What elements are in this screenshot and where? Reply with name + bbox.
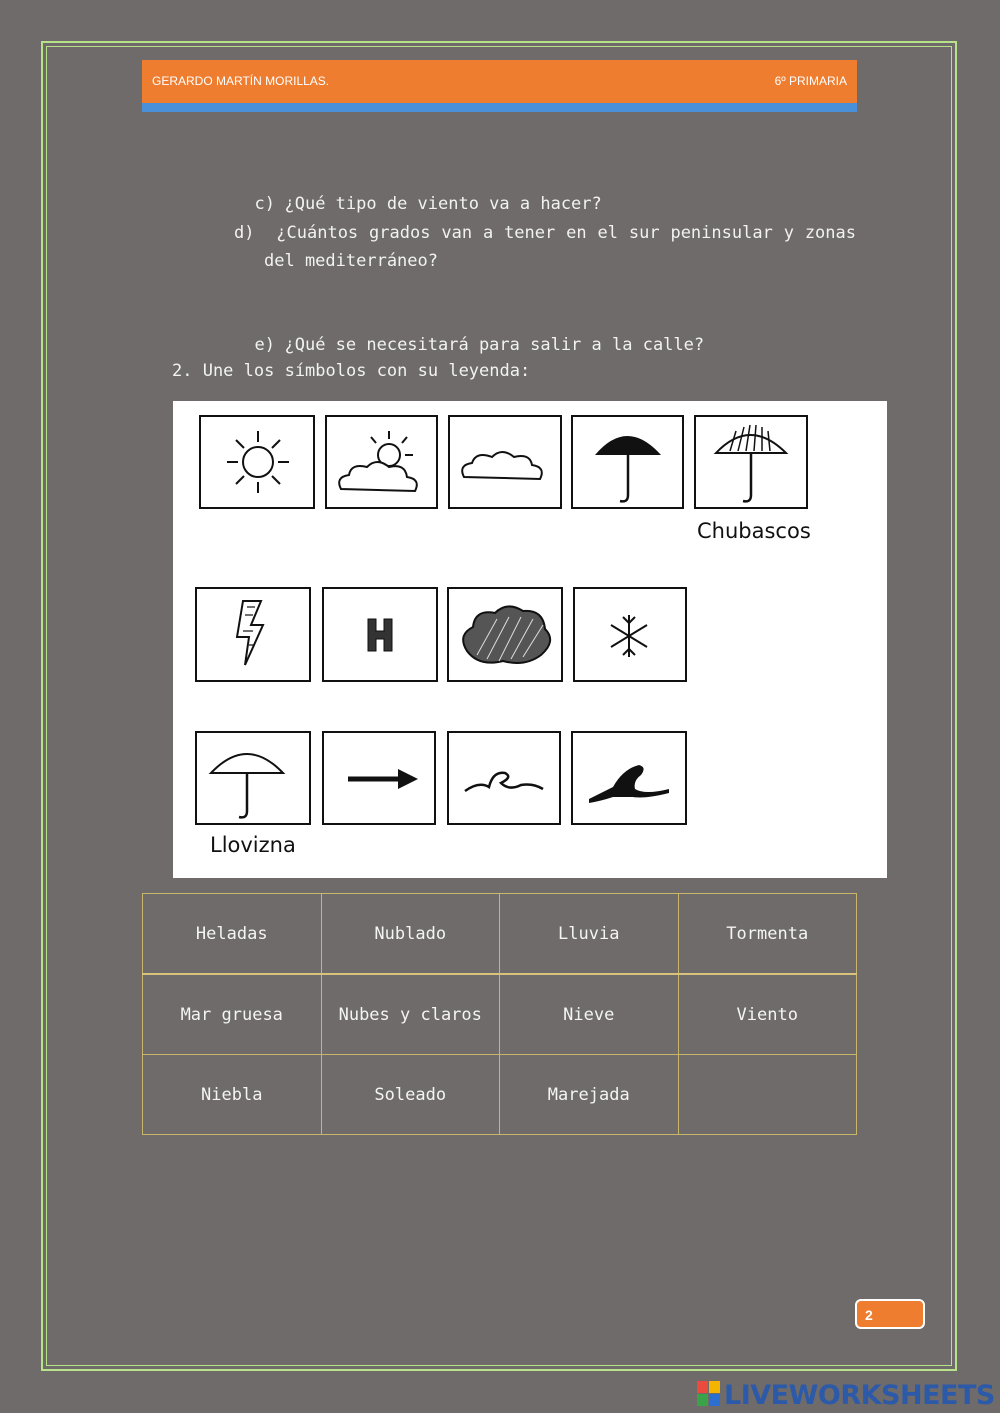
question-c-label: c) xyxy=(254,194,275,214)
legend-cell: Heladas xyxy=(143,894,322,975)
cloud-icon xyxy=(450,417,560,507)
question-d-label: d) xyxy=(234,223,255,243)
page-header xyxy=(142,60,857,103)
cloud-symbol-tile xyxy=(448,415,562,509)
frost-h-icon xyxy=(324,589,436,680)
weather-symbols-image xyxy=(173,401,887,878)
rough-sea-symbol-tile xyxy=(571,731,687,825)
legend-cell: Niebla xyxy=(143,1055,322,1135)
cloud-sun-icon xyxy=(327,417,436,507)
question-e xyxy=(234,303,704,359)
cloud-sun-symbol-tile xyxy=(325,415,438,509)
showers-umbrella-symbol-tile xyxy=(694,415,808,509)
legend-cell: Nublado xyxy=(321,894,500,975)
exercise-2-title: 2. Une los símbolos con su leyenda: xyxy=(172,361,531,381)
wind-symbol-tile xyxy=(322,731,436,825)
question-c xyxy=(234,162,602,218)
legend-cell: Viento xyxy=(678,974,857,1055)
liveworksheets-watermark[interactable]: LIVEWORKSHEETS xyxy=(724,1380,995,1411)
legend-cell: Lluvia xyxy=(500,894,679,975)
umbrella-outline-icon xyxy=(197,733,309,823)
legend-cell: Tormenta xyxy=(678,894,857,975)
legend-cell: Nieve xyxy=(500,974,679,1055)
legend-cell: Mar gruesa xyxy=(143,974,322,1055)
header-author: GERARDO MARTÍN MORILLAS. xyxy=(152,74,330,88)
chubascos-label: Chubascos xyxy=(697,519,811,543)
legend-cell: Soleado xyxy=(321,1055,500,1135)
umbrella-filled-icon xyxy=(573,417,682,507)
question-c-text: ¿Qué tipo de viento va a hacer? xyxy=(284,194,602,214)
drizzle-umbrella-symbol-tile xyxy=(195,731,311,825)
umbrella-striped-icon xyxy=(696,417,806,507)
question-d-text: ¿Cuántos grados van a tener en el sur peninsular y zonas del mediterráneo? xyxy=(264,223,856,271)
table-row xyxy=(143,974,857,1055)
sun-symbol-tile xyxy=(199,415,315,509)
table-row xyxy=(143,894,857,975)
storm-symbol-tile xyxy=(195,587,311,682)
swell-symbol-tile xyxy=(447,731,561,825)
snowflake-icon xyxy=(575,589,685,680)
table-row xyxy=(143,1055,857,1135)
question-d xyxy=(234,219,856,275)
sun-icon xyxy=(201,417,313,507)
legend-cell: Marejada xyxy=(500,1055,679,1135)
legend-cell: Nubes y claros xyxy=(321,974,500,1055)
question-e-label: e) xyxy=(254,335,275,355)
legend-table xyxy=(142,893,857,1135)
header-stripe xyxy=(142,103,857,112)
large-wave-icon xyxy=(573,733,685,823)
small-wave-icon xyxy=(449,733,559,823)
llovizna-label: Llovizna xyxy=(210,833,296,857)
snow-symbol-tile xyxy=(573,587,687,682)
lightning-icon xyxy=(197,589,309,680)
liveworksheets-logo-icon xyxy=(697,1381,721,1407)
legend-cell xyxy=(678,1055,857,1135)
question-e-text: ¿Qué se necesitará para salir a la calle? xyxy=(284,335,705,355)
arrow-right-icon xyxy=(324,733,434,823)
rain-umbrella-symbol-tile xyxy=(571,415,684,509)
page-number-badge xyxy=(855,1299,925,1329)
frost-symbol-tile xyxy=(322,587,438,682)
page-number: 2 xyxy=(865,1307,873,1323)
header-level: 6º PRIMARIA xyxy=(774,74,847,88)
fog-symbol-tile xyxy=(447,587,563,682)
fog-cloud-icon xyxy=(449,589,561,680)
